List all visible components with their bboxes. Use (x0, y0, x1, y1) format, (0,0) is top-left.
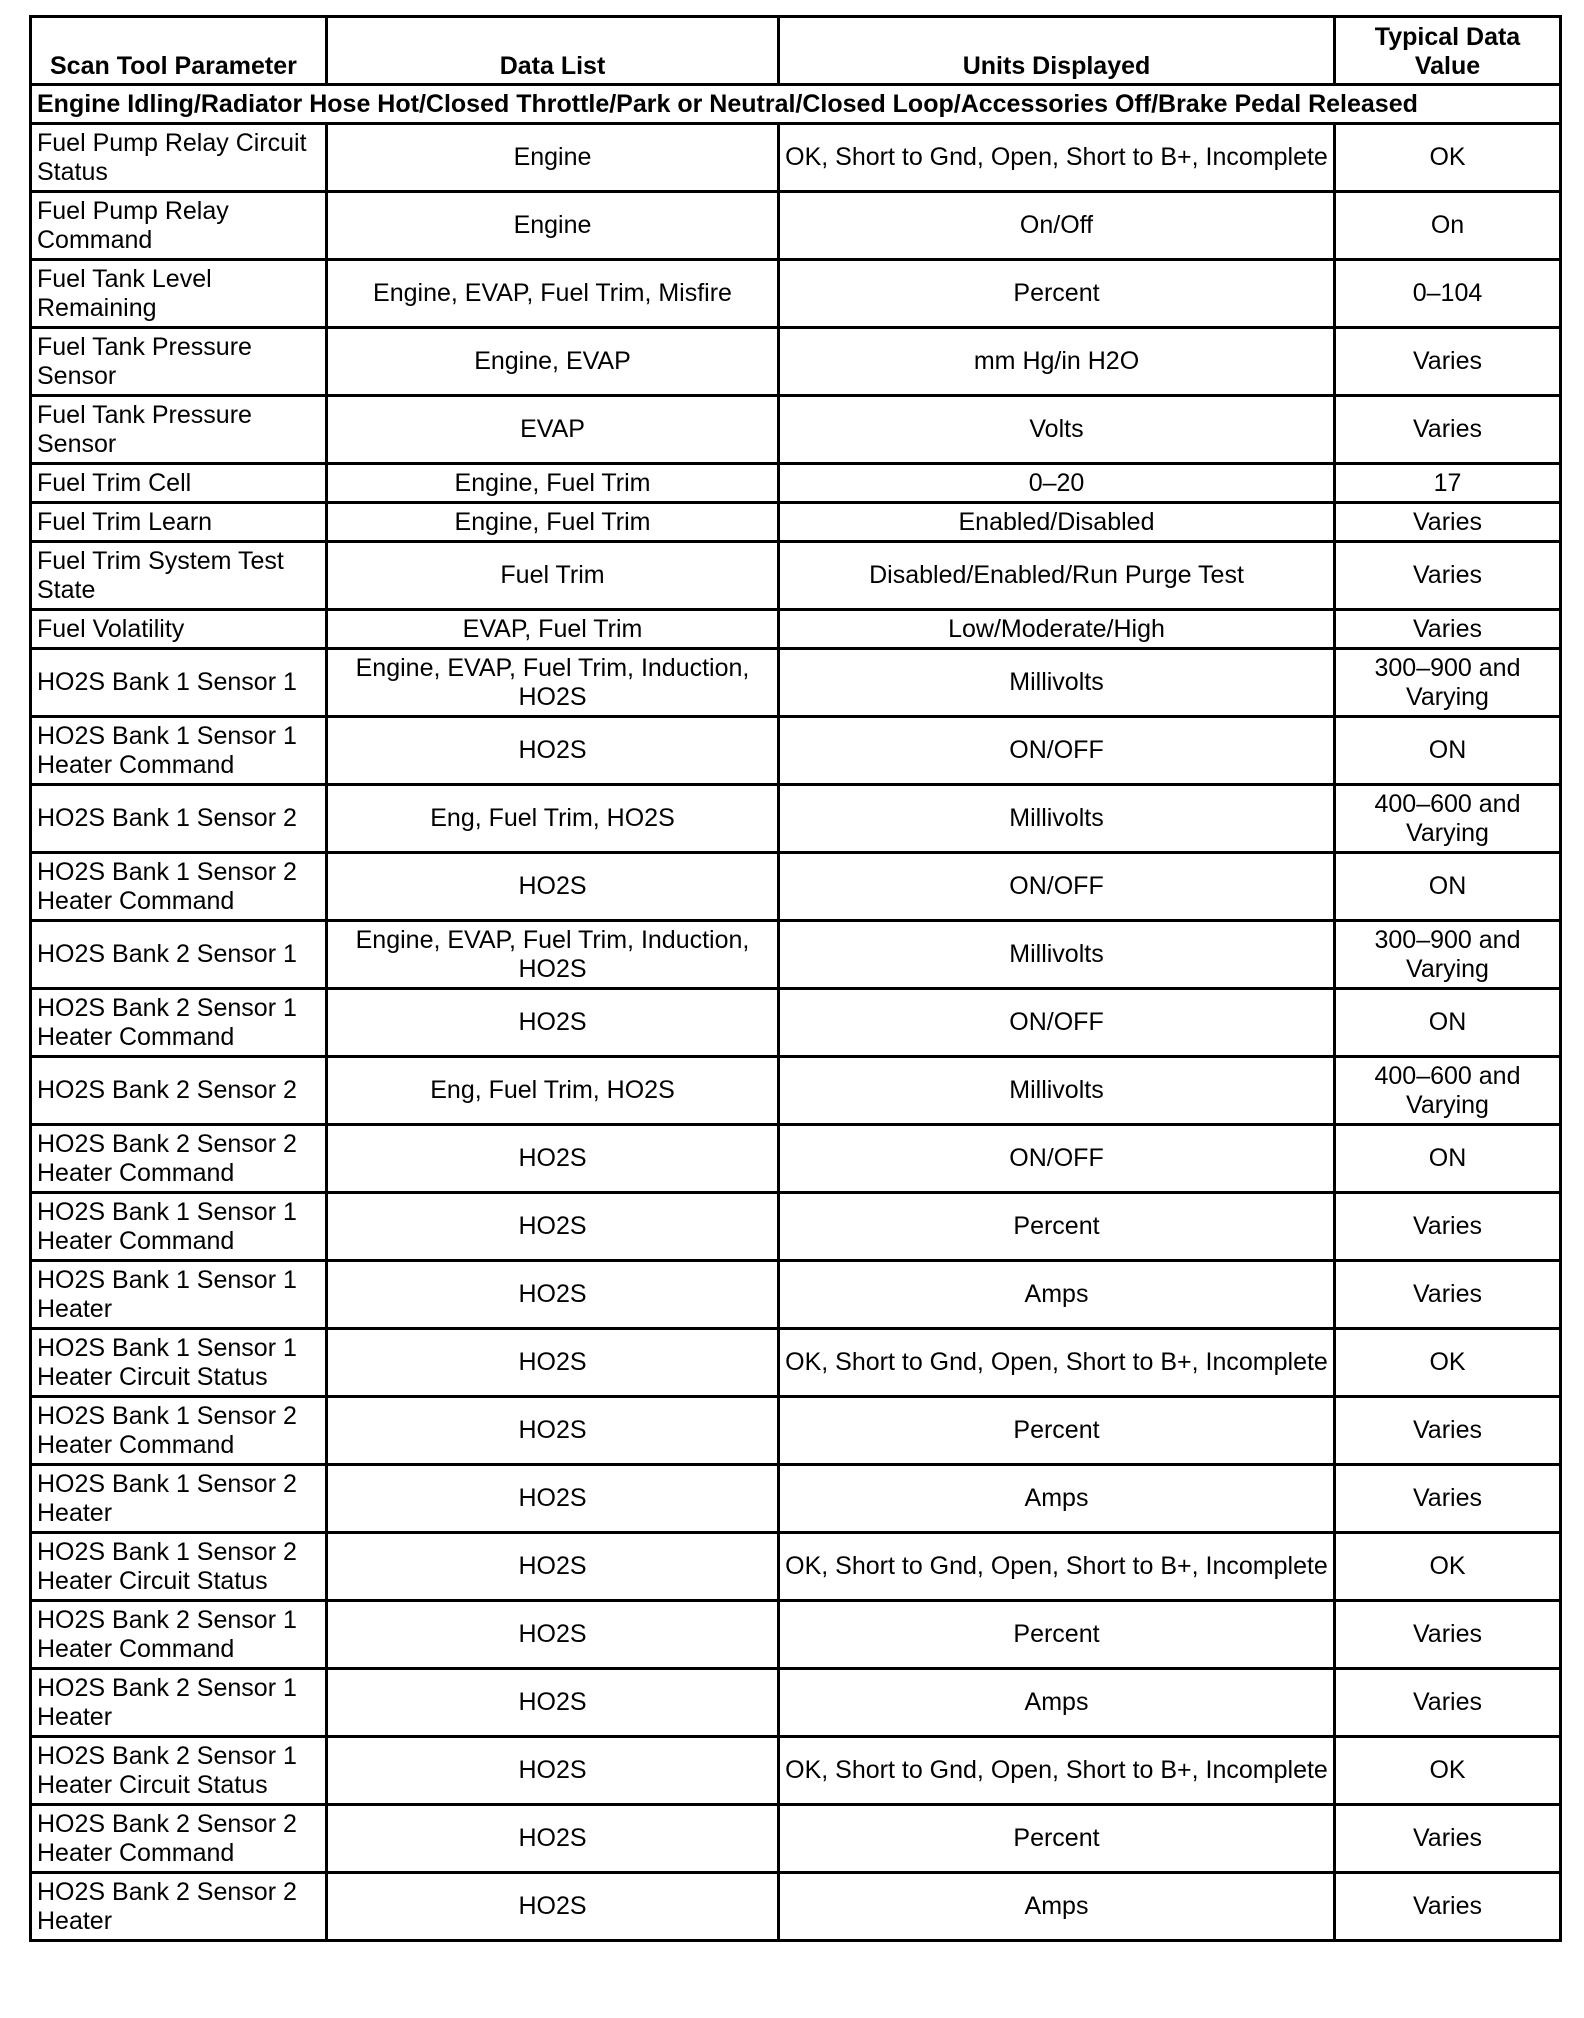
table-row (31, 503, 1561, 542)
data-list-cell: HO2S (327, 1805, 779, 1873)
data-list-cell: Engine, Fuel Trim (327, 503, 779, 542)
typical-value-cell: Varies (1335, 610, 1561, 649)
operating-condition: Engine Idling/Radiator Hose Hot/Closed Throttle/Park or Neutral/Closed Loop/Accessories Off/Brake Pedal Released (31, 85, 1561, 124)
parameter-cell: HO2S Bank 2 Sensor 2 Heater Command (31, 1125, 327, 1193)
units-cell: Percent (779, 1397, 1335, 1465)
data-list-cell: Eng, Fuel Trim, HO2S (327, 1057, 779, 1125)
units-cell: OK, Short to Gnd, Open, Short to B+, Incomplete (779, 124, 1335, 192)
table-row (31, 124, 1561, 192)
table-row (31, 192, 1561, 260)
parameter-cell: HO2S Bank 1 Sensor 1 (31, 649, 327, 717)
units-cell: ON/OFF (779, 853, 1335, 921)
typical-value-cell: Varies (1335, 1397, 1561, 1465)
typical-value-cell: ON (1335, 853, 1561, 921)
parameter-cell: HO2S Bank 2 Sensor 2 Heater Command (31, 1805, 327, 1873)
parameter-cell: HO2S Bank 1 Sensor 2 Heater Command (31, 1397, 327, 1465)
table-row (31, 1873, 1561, 1941)
typical-value-cell: OK (1335, 1329, 1561, 1397)
data-list-cell: Engine (327, 192, 779, 260)
data-list-cell: Engine (327, 124, 779, 192)
typical-value-cell: Varies (1335, 1601, 1561, 1669)
parameter-cell: Fuel Tank Pressure Sensor (31, 328, 327, 396)
table-row (31, 853, 1561, 921)
units-cell: ON/OFF (779, 1125, 1335, 1193)
parameter-cell: Fuel Tank Pressure Sensor (31, 396, 327, 464)
data-list-cell: EVAP, Fuel Trim (327, 610, 779, 649)
table-row (31, 464, 1561, 503)
typical-value-cell: Varies (1335, 396, 1561, 464)
units-cell: Millivolts (779, 785, 1335, 853)
parameter-cell: Fuel Trim System Test State (31, 542, 327, 610)
units-cell: Millivolts (779, 921, 1335, 989)
data-list-cell: Fuel Trim (327, 542, 779, 610)
table-row (31, 1737, 1561, 1805)
table-row (31, 921, 1561, 989)
typical-value-cell: Varies (1335, 542, 1561, 610)
data-list-cell: HO2S (327, 1193, 779, 1261)
data-list-cell: HO2S (327, 1873, 779, 1941)
table-row (31, 1261, 1561, 1329)
header-scan-tool-parameter: Scan Tool Parameter (31, 17, 327, 85)
units-cell: ON/OFF (779, 717, 1335, 785)
header-units-displayed: Units Displayed (779, 17, 1335, 85)
table-row (31, 1125, 1561, 1193)
data-list-cell: Engine, EVAP, Fuel Trim, Misfire (327, 260, 779, 328)
parameter-cell: Fuel Pump Relay Command (31, 192, 327, 260)
typical-value-cell: Varies (1335, 1193, 1561, 1261)
table-row (31, 989, 1561, 1057)
header-row (31, 17, 1561, 85)
typical-value-cell: Varies (1335, 328, 1561, 396)
table-row (31, 1329, 1561, 1397)
table-row (31, 260, 1561, 328)
parameter-cell: Fuel Trim Cell (31, 464, 327, 503)
parameter-cell: HO2S Bank 2 Sensor 1 Heater (31, 1669, 327, 1737)
data-list-cell: HO2S (327, 1397, 779, 1465)
data-list-cell: Engine, Fuel Trim (327, 464, 779, 503)
table-row (31, 1057, 1561, 1125)
units-cell: 0–20 (779, 464, 1335, 503)
typical-value-cell: On (1335, 192, 1561, 260)
units-cell: OK, Short to Gnd, Open, Short to B+, Incomplete (779, 1533, 1335, 1601)
parameter-cell: HO2S Bank 2 Sensor 1 Heater Circuit Status (31, 1737, 327, 1805)
table-row (31, 1193, 1561, 1261)
data-list-cell: Engine, EVAP, Fuel Trim, Induction, HO2S (327, 649, 779, 717)
operating-condition-row (31, 85, 1561, 124)
parameter-cell: HO2S Bank 1 Sensor 2 (31, 785, 327, 853)
units-cell: On/Off (779, 192, 1335, 260)
typical-value-cell: Varies (1335, 1261, 1561, 1329)
typical-value-cell: Varies (1335, 1805, 1561, 1873)
data-list-cell: HO2S (327, 1329, 779, 1397)
units-cell: Millivolts (779, 649, 1335, 717)
parameter-cell: HO2S Bank 1 Sensor 2 Heater Circuit Status (31, 1533, 327, 1601)
units-cell: Amps (779, 1261, 1335, 1329)
data-list-cell: HO2S (327, 853, 779, 921)
units-cell: Percent (779, 1805, 1335, 1873)
parameter-cell: Fuel Volatility (31, 610, 327, 649)
units-cell: Low/Moderate/High (779, 610, 1335, 649)
parameter-cell: HO2S Bank 2 Sensor 2 Heater (31, 1873, 327, 1941)
data-list-cell: HO2S (327, 989, 779, 1057)
typical-value-cell: OK (1335, 1737, 1561, 1805)
parameter-cell: HO2S Bank 1 Sensor 2 Heater (31, 1465, 327, 1533)
units-cell: Percent (779, 1601, 1335, 1669)
data-list-cell: HO2S (327, 717, 779, 785)
typical-value-cell: OK (1335, 1533, 1561, 1601)
typical-value-cell: OK (1335, 124, 1561, 192)
units-cell: Amps (779, 1669, 1335, 1737)
parameter-cell: HO2S Bank 1 Sensor 1 Heater (31, 1261, 327, 1329)
units-cell: OK, Short to Gnd, Open, Short to B+, Incomplete (779, 1737, 1335, 1805)
header-typical-data-value: Typical Data Value (1335, 17, 1561, 85)
units-cell: mm Hg/in H2O (779, 328, 1335, 396)
typical-value-cell: 17 (1335, 464, 1561, 503)
data-list-cell: HO2S (327, 1261, 779, 1329)
table-row (31, 542, 1561, 610)
units-cell: Disabled/Enabled/Run Purge Test (779, 542, 1335, 610)
typical-value-cell: Varies (1335, 1465, 1561, 1533)
data-list-cell: Engine, EVAP, Fuel Trim, Induction, HO2S (327, 921, 779, 989)
units-cell: Percent (779, 1193, 1335, 1261)
parameter-cell: HO2S Bank 2 Sensor 2 (31, 1057, 327, 1125)
parameter-cell: Fuel Pump Relay Circuit Status (31, 124, 327, 192)
parameter-cell: HO2S Bank 1 Sensor 1 Heater Command (31, 717, 327, 785)
parameter-cell: HO2S Bank 2 Sensor 1 Heater Command (31, 989, 327, 1057)
typical-value-cell: 400–600 and Varying (1335, 1057, 1561, 1125)
parameter-cell: Fuel Tank Level Remaining (31, 260, 327, 328)
data-list-cell: EVAP (327, 396, 779, 464)
header-data-list: Data List (327, 17, 779, 85)
units-cell: Millivolts (779, 1057, 1335, 1125)
parameter-cell: HO2S Bank 2 Sensor 1 (31, 921, 327, 989)
units-cell: ON/OFF (779, 989, 1335, 1057)
typical-value-cell: 300–900 and Varying (1335, 649, 1561, 717)
typical-value-cell: ON (1335, 1125, 1561, 1193)
units-cell: Amps (779, 1873, 1335, 1941)
units-cell: OK, Short to Gnd, Open, Short to B+, Incomplete (779, 1329, 1335, 1397)
data-list-cell: Eng, Fuel Trim, HO2S (327, 785, 779, 853)
table-row (31, 1533, 1561, 1601)
data-list-cell: HO2S (327, 1125, 779, 1193)
data-list-cell: HO2S (327, 1465, 779, 1533)
table-row (31, 1465, 1561, 1533)
data-list-cell: HO2S (327, 1601, 779, 1669)
table-row (31, 1397, 1561, 1465)
table-row (31, 1805, 1561, 1873)
typical-value-cell: Varies (1335, 1873, 1561, 1941)
typical-value-cell: 0–104 (1335, 260, 1561, 328)
typical-value-cell: ON (1335, 717, 1561, 785)
table-row (31, 1669, 1561, 1737)
table-row (31, 1601, 1561, 1669)
table-row (31, 785, 1561, 853)
typical-value-cell: Varies (1335, 1669, 1561, 1737)
typical-value-cell: ON (1335, 989, 1561, 1057)
units-cell: Percent (779, 260, 1335, 328)
units-cell: Amps (779, 1465, 1335, 1533)
units-cell: Volts (779, 396, 1335, 464)
data-list-cell: HO2S (327, 1737, 779, 1805)
parameter-cell: Fuel Trim Learn (31, 503, 327, 542)
data-list-cell: HO2S (327, 1533, 779, 1601)
scan-tool-data-table (29, 15, 1562, 1942)
data-list-cell: HO2S (327, 1669, 779, 1737)
table-row (31, 649, 1561, 717)
table-row (31, 717, 1561, 785)
data-list-cell: Engine, EVAP (327, 328, 779, 396)
typical-value-cell: 300–900 and Varying (1335, 921, 1561, 989)
parameter-cell: HO2S Bank 1 Sensor 2 Heater Command (31, 853, 327, 921)
parameter-cell: HO2S Bank 1 Sensor 1 Heater Command (31, 1193, 327, 1261)
parameter-cell: HO2S Bank 2 Sensor 1 Heater Command (31, 1601, 327, 1669)
table-row (31, 328, 1561, 396)
typical-value-cell: Varies (1335, 503, 1561, 542)
parameter-cell: HO2S Bank 1 Sensor 1 Heater Circuit Status (31, 1329, 327, 1397)
table-row (31, 610, 1561, 649)
typical-value-cell: 400–600 and Varying (1335, 785, 1561, 853)
table-row (31, 396, 1561, 464)
units-cell: Enabled/Disabled (779, 503, 1335, 542)
